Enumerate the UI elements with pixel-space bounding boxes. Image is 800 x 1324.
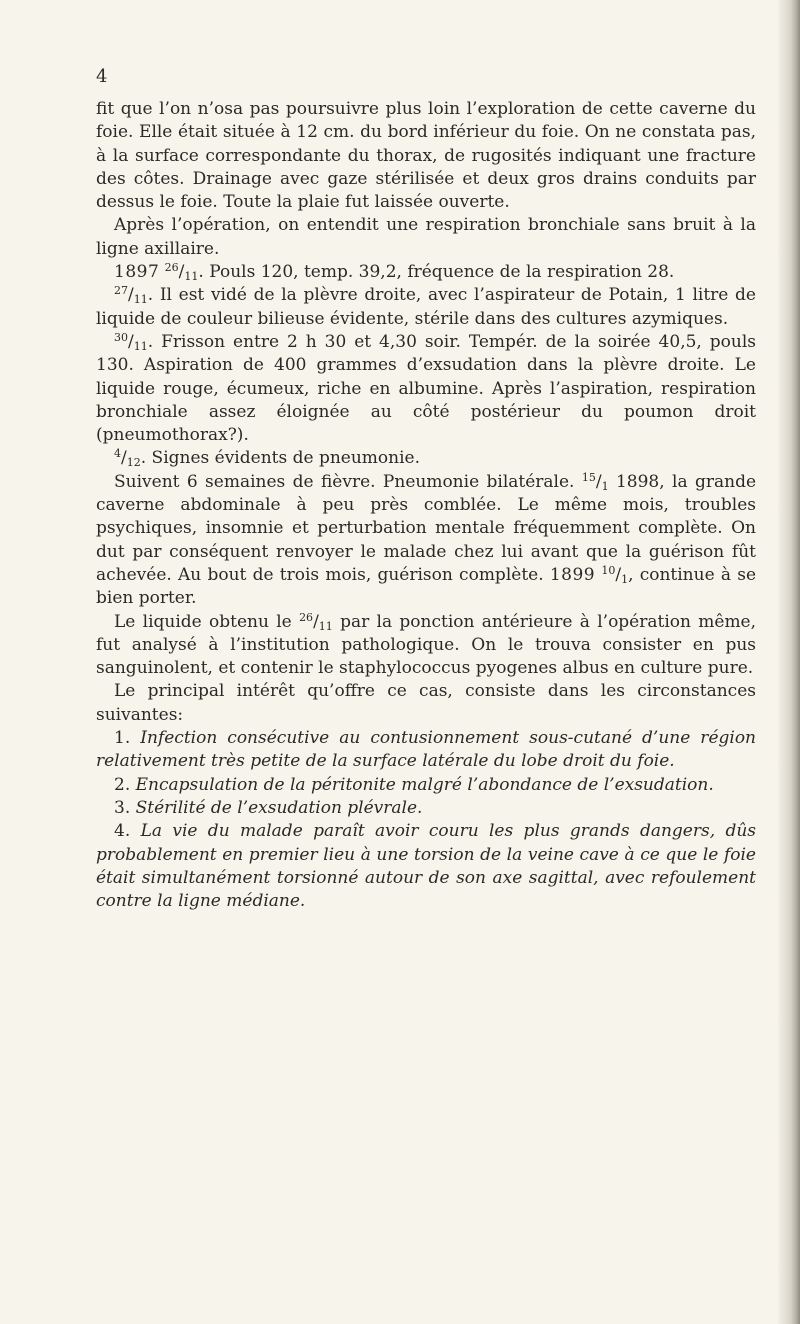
date-fraction: $^{27}/_{11}$ [114,284,148,307]
date-fraction: $^{26}/_{11}$ [164,261,199,284]
date-fraction: $^{30}/_{11}$ [114,330,148,353]
paragraph-3 [96,261,756,284]
paragraph-1: fit que l’on n’osa pas poursuivre plus loin l’exploration de cette caverne du foie. Elle était située à 12 cm. du bord inférieur du foie. On ne constata pas, à la surface correspondante du thorax, de rugosités indiquant une fracture des côtes. Drainage avec gaze stérilisée et deux gros drains conduits par dessus le foie. Toute la plaie fut laissée ouverte. [96,99,756,213]
paragraph-4-text: . Il est vidé de la plèvre droite, avec l’aspirateur de Potain, 1 litre de liquide de couleur bilieuse évidente, stérile dans des cultures azymiques. [96,285,756,329]
body-text [96,98,756,913]
list-item-4: 4. La vie du malade paraît avoir couru les plus grands dangers, dûs probablement en premier lieu à une torsion de la veine cave à ce que le foie était simultanément torsionné autour de son axe sagittal, avec refoulement contre la ligne médiane. [96,821,757,912]
date-year: 1897 [114,262,160,283]
paragraph-8: Le liquide obtenu le $^{26}/_{11}$ par la ponction antérieure à l’opération même, fut analysé à l’institution pathologique. On le trouva consister en pus sanguinolent, et contenir le staphylococcus pyogenes albus en culture pure. [96,610,757,679]
page-number: 4 [96,66,108,87]
list-item-1: 1. Infection consécutive au contusionnement sous-cutané d’une région relativement très petite de la surface latérale du lobe droit du foie. [96,728,757,772]
paragraph-3-text: . Pouls 120, temp. 39,2, fréquence de la respiration 28. [198,262,675,283]
paragraph-4 [96,284,756,331]
paragraph-5-text: . Frisson entre 2 h 30 et 4,30 soir. Tempér. de la soirée 40,5, pouls 130. Aspiration de 400 grammes d’exsudation dans la plèvre droite. Le liquide rouge, écumeux, riche en albumine. Après l’aspiration, respiration bronchiale assez éloignée au côté postérieur du poumon droit (pneumothorax?). [96,331,756,446]
paragraph-6-text: . Signes évidents de pneumonie. [140,448,420,469]
page-edge-shadow [778,0,800,1324]
list-item-3: 3. Stérilité de l’exsudation plévrale. [114,797,423,818]
paragraph-5 [96,331,756,447]
paragraph-9: Le principal intérêt qu’offre ce cas, consiste dans les circonstances suivantes: [96,681,756,725]
date-fraction: $^{10}/_1$ [601,563,629,586]
paragraph-2: Après l’opération, on entendit une respiration bronchiale sans bruit à la ligne axillaire. [96,215,756,259]
date-fraction: $^{26}/_{11}$ [299,610,333,633]
paragraph-7: Suivent 6 semaines de fièvre. Pneumonie bilatérale. $^{15}/_1$ 1898, la grande caverne abdominale à peu près comblée. Le même mois, troubles psychiques, insomnie et perturbation mentale fréquemment complète. On dut par conséquent renvoyer le malade chez lui avant que la guérison fût achevée. Au bout de trois mois, guérison complète. 1899 $^{10}/_1$, continue à se bien porter. [96,470,757,609]
date-fraction: $^4/_{12}$ [114,447,141,470]
date-year: 1899 [549,564,596,585]
list-item-2: 2. Encapsulation de la péritonite malgré l’abondance de l’exsudation. [114,774,714,795]
date-fraction: $^{15}/_1$ [581,470,609,493]
paragraph-6 [96,447,756,470]
